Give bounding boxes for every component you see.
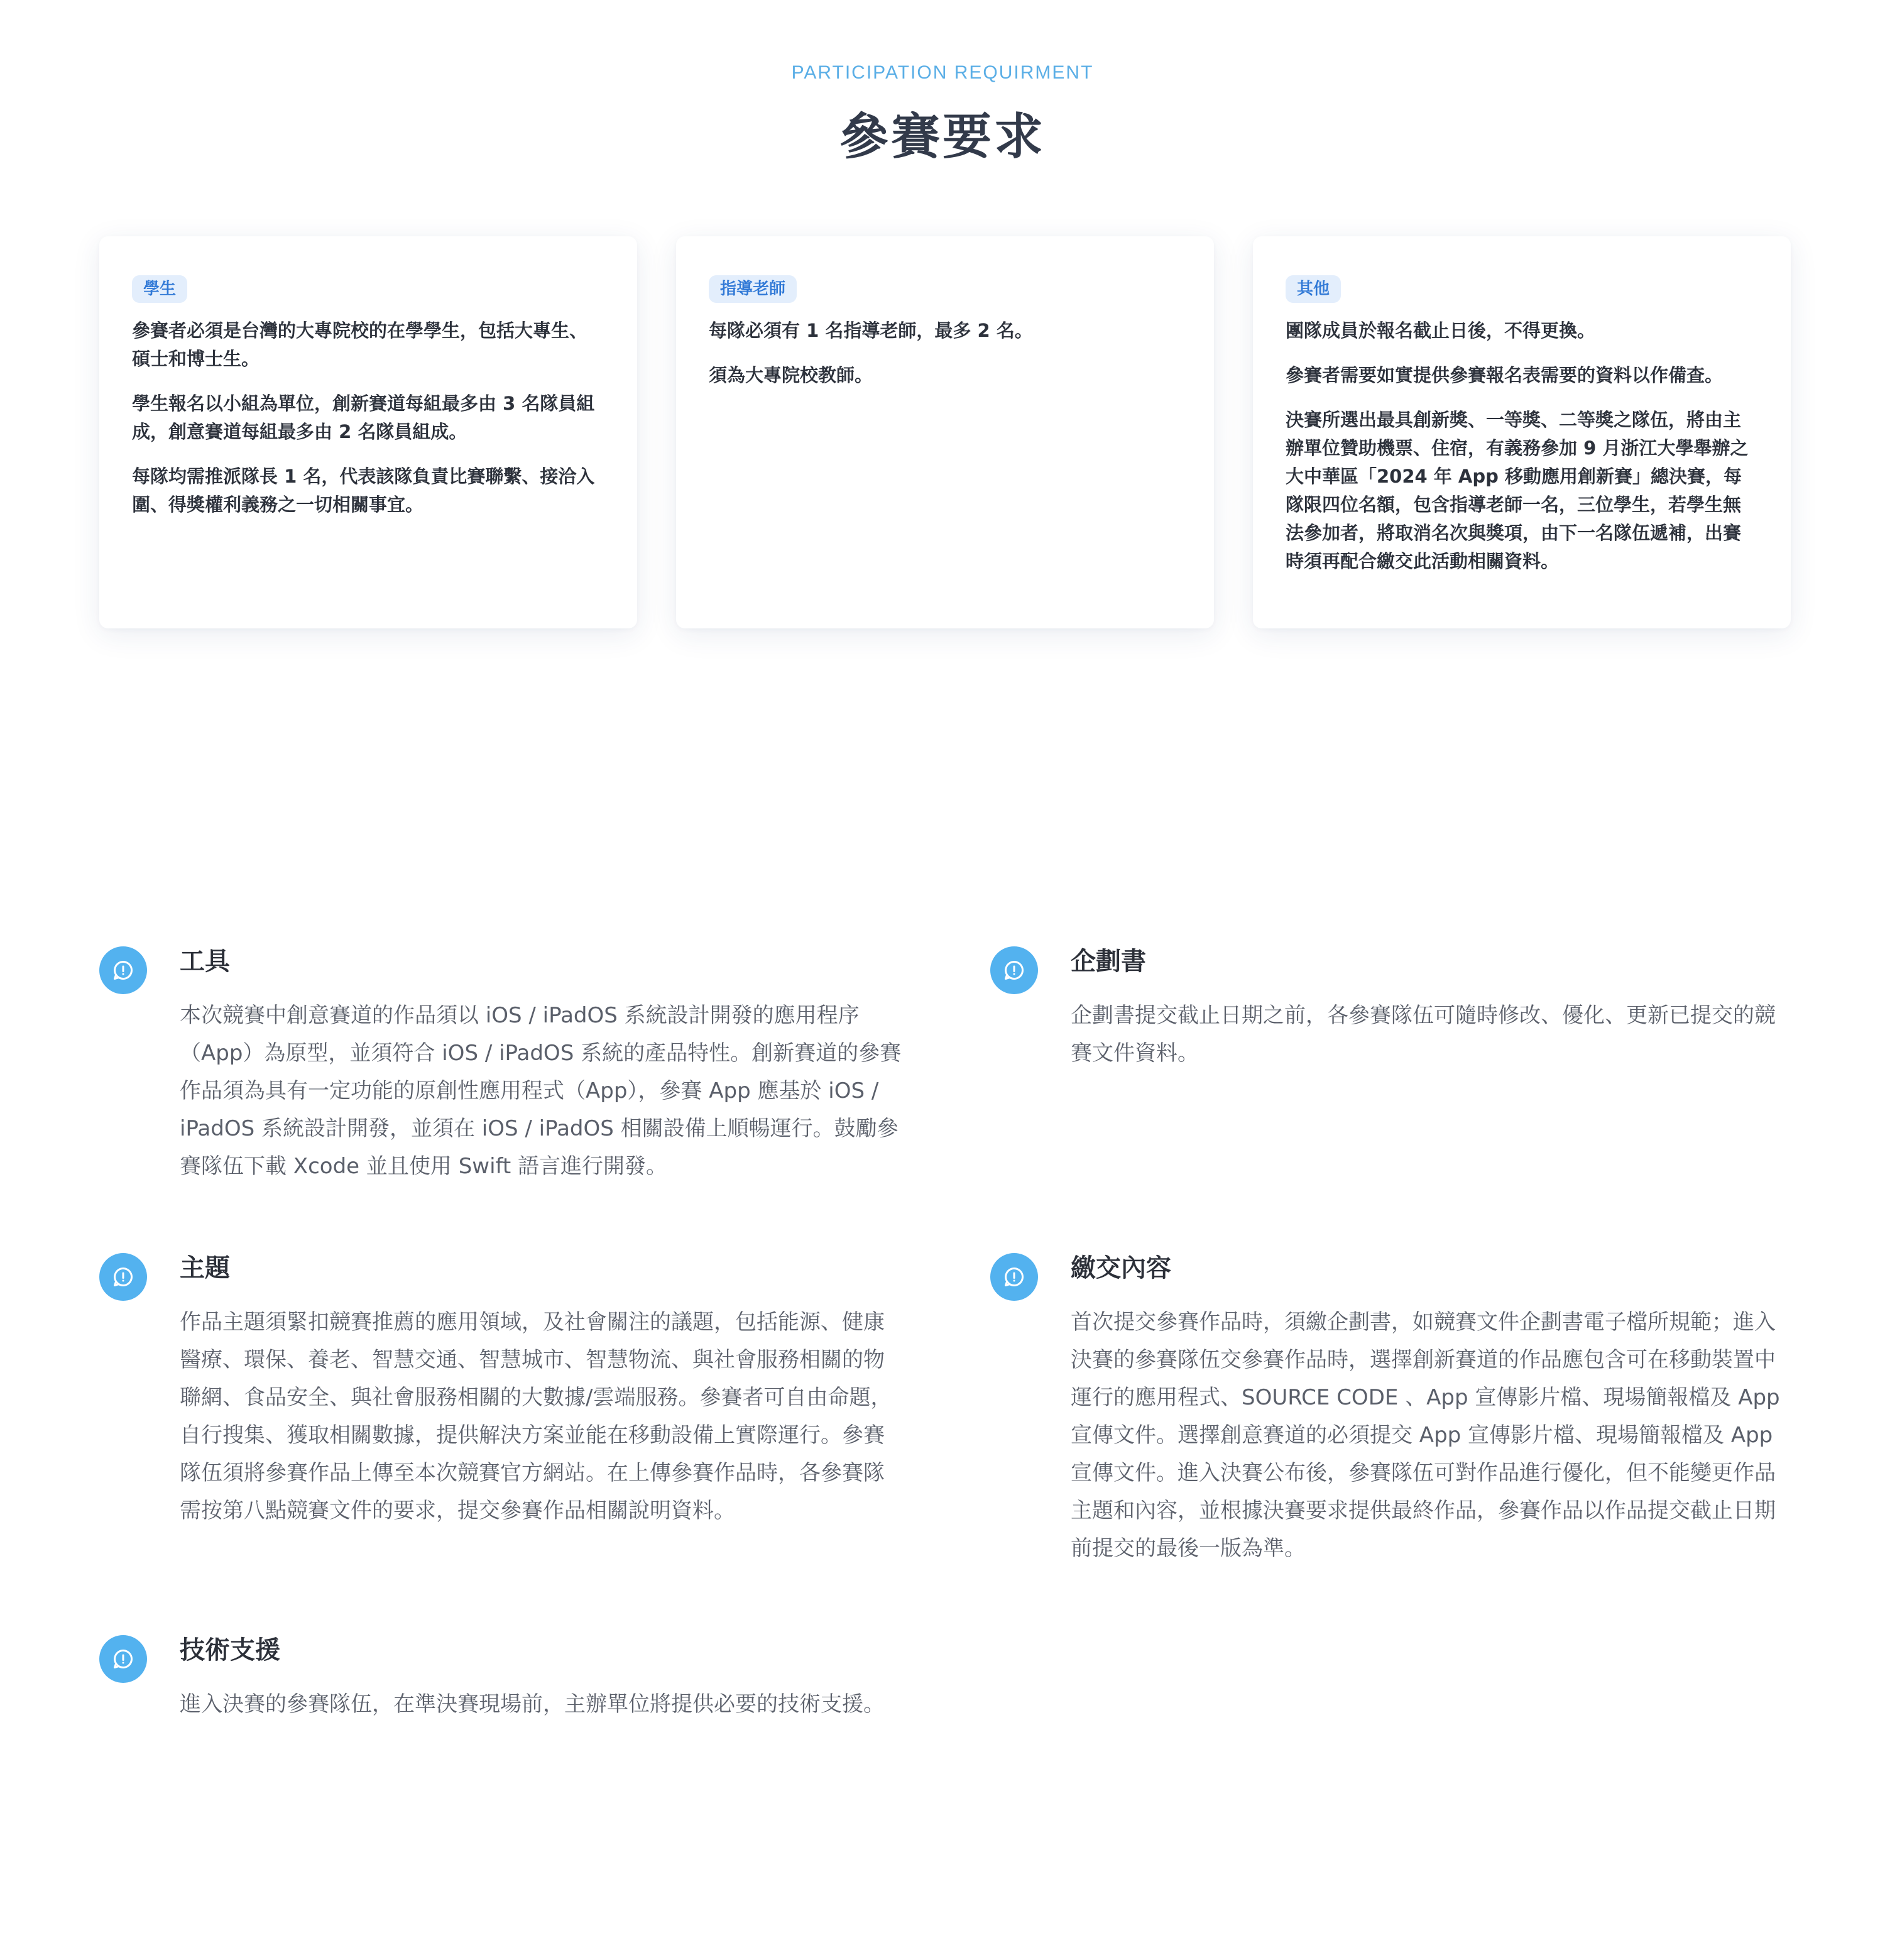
card-tag: 指導老師 (709, 275, 797, 303)
chat-bubble-icon (990, 946, 1038, 994)
chat-bubble-icon (990, 1253, 1038, 1301)
chat-bubble-icon (99, 946, 147, 994)
card-paragraph: 學生報名以小組為單位，創新賽道每組最多由 3 名隊員組成，創意賽道每組最多由 2 名隊員組成。 (132, 393, 595, 442)
section-eyebrow: PARTICIPATION REQUIRMENT (791, 62, 1094, 83)
feature-title: 工具 (180, 947, 230, 976)
requirement-card-other (1253, 236, 1791, 628)
feature-title: 繳交內容 (1071, 1254, 1171, 1283)
feature-text: 企劃書提交截止日期之前，各參賽隊伍可隨時修改、優化、更新已提交的競賽文件資料。 (1071, 1003, 1776, 1066)
card-paragraph: 決賽所選出最具創新獎、一等獎、二等獎之隊伍，將由主辦單位贊助機票、住宿，有義務參加 9 月浙江大學舉辦之大中華區「2024 年 App 移動應用創新賽」總決賽，每隊限四位名額，包含指導老師一名，三位學生，若學生無法參加者，將取消名次與獎項，由下一名隊伍遞補，出賽時須再配合繳交此活動相關資料。 (1286, 409, 1749, 572)
feature-text: 進入決賽的參賽隊伍，在準決賽現場前，主辦單位將提供必要的技術支援。 (180, 1692, 885, 1717)
feature-text: 本次競賽中創意賽道的作品須以 iOS / iPadOS 系統設計開發的應用程序（App）為原型，並須符合 iOS / iPadOS 系統的產品特性。創新賽道的參賽作品須為具有一定功能的原創性應用程式（App），參賽 App 應基於 iOS / iPadOS 系統設計開發，並須在 iOS / iPadOS 相關設備上順暢運行。鼓勵參賽隊伍下載 Xcode 並且使用 Swift 語言進行開發。 (180, 1003, 902, 1179)
card-tag: 其他 (1286, 275, 1341, 303)
feature-title: 企劃書 (1071, 947, 1146, 976)
chat-bubble-icon (99, 1635, 147, 1683)
card-paragraph: 參賽者必須是台灣的大專院校的在學學生，包括大專生、碩士和博士生。 (132, 320, 588, 370)
card-paragraph: 參賽者需要如實提供參賽報名表需要的資料以作備查。 (1286, 364, 1724, 386)
requirement-card-advisor (676, 236, 1214, 628)
page-title: 參賽要求 (839, 109, 1046, 165)
feature-title: 技術支援 (180, 1636, 280, 1665)
card-paragraph: 每隊均需推派隊長 1 名，代表該隊負責比賽聯繫、接洽入圍、得獎權利義務之一切相關事宜。 (132, 466, 595, 515)
card-paragraph: 每隊必須有 1 名指導老師，最多 2 名。 (709, 320, 1033, 341)
card-tag: 學生 (132, 275, 187, 303)
feature-text: 首次提交參賽作品時，須繳企劃書，如競賽文件企劃書電子檔所規範；進入決賽的參賽隊伍交參賽作品時，選擇創新賽道的作品應包含可在移動裝置中運行的應用程式、SOURCE CODE 、App 宣傳影片檔、現場簡報檔及 App 宣傳文件。選擇創意賽道的必須提交 App 宣傳影片檔、現場簡報檔及 App 宣傳文件。進入決賽公布後，參賽隊伍可對作品進行優化，但不能變更作品主題和內容，並根據決賽要求提供最終作品，參賽作品以作品提交截止日期前提交的最後一版為準。 (1071, 1310, 1780, 1561)
chat-bubble-icon (99, 1253, 147, 1301)
feature-title: 主題 (180, 1254, 230, 1283)
card-paragraph: 團隊成員於報名截止日後，不得更換。 (1286, 320, 1596, 341)
feature-text: 作品主題須緊扣競賽推薦的應用領域，及社會關注的議題，包括能源、健康醫療、環保、養老、智慧交通、智慧城市、智慧物流、與社會服務相關的物聯網、食品安全、與社會服務相關的大數據/雲端服務。參賽者可自由命題，自行搜集、獲取相關數據，提供解決方案並能在移動設備上實際運行。參賽隊伍須將參賽作品上傳至本次競賽官方網站。在上傳參賽作品時，各參賽隊需按第八點競賽文件的要求，提交參賽作品相關說明資料。 (180, 1310, 892, 1523)
requirement-card-students (99, 236, 637, 628)
card-paragraph: 須為大專院校教師。 (709, 364, 873, 386)
